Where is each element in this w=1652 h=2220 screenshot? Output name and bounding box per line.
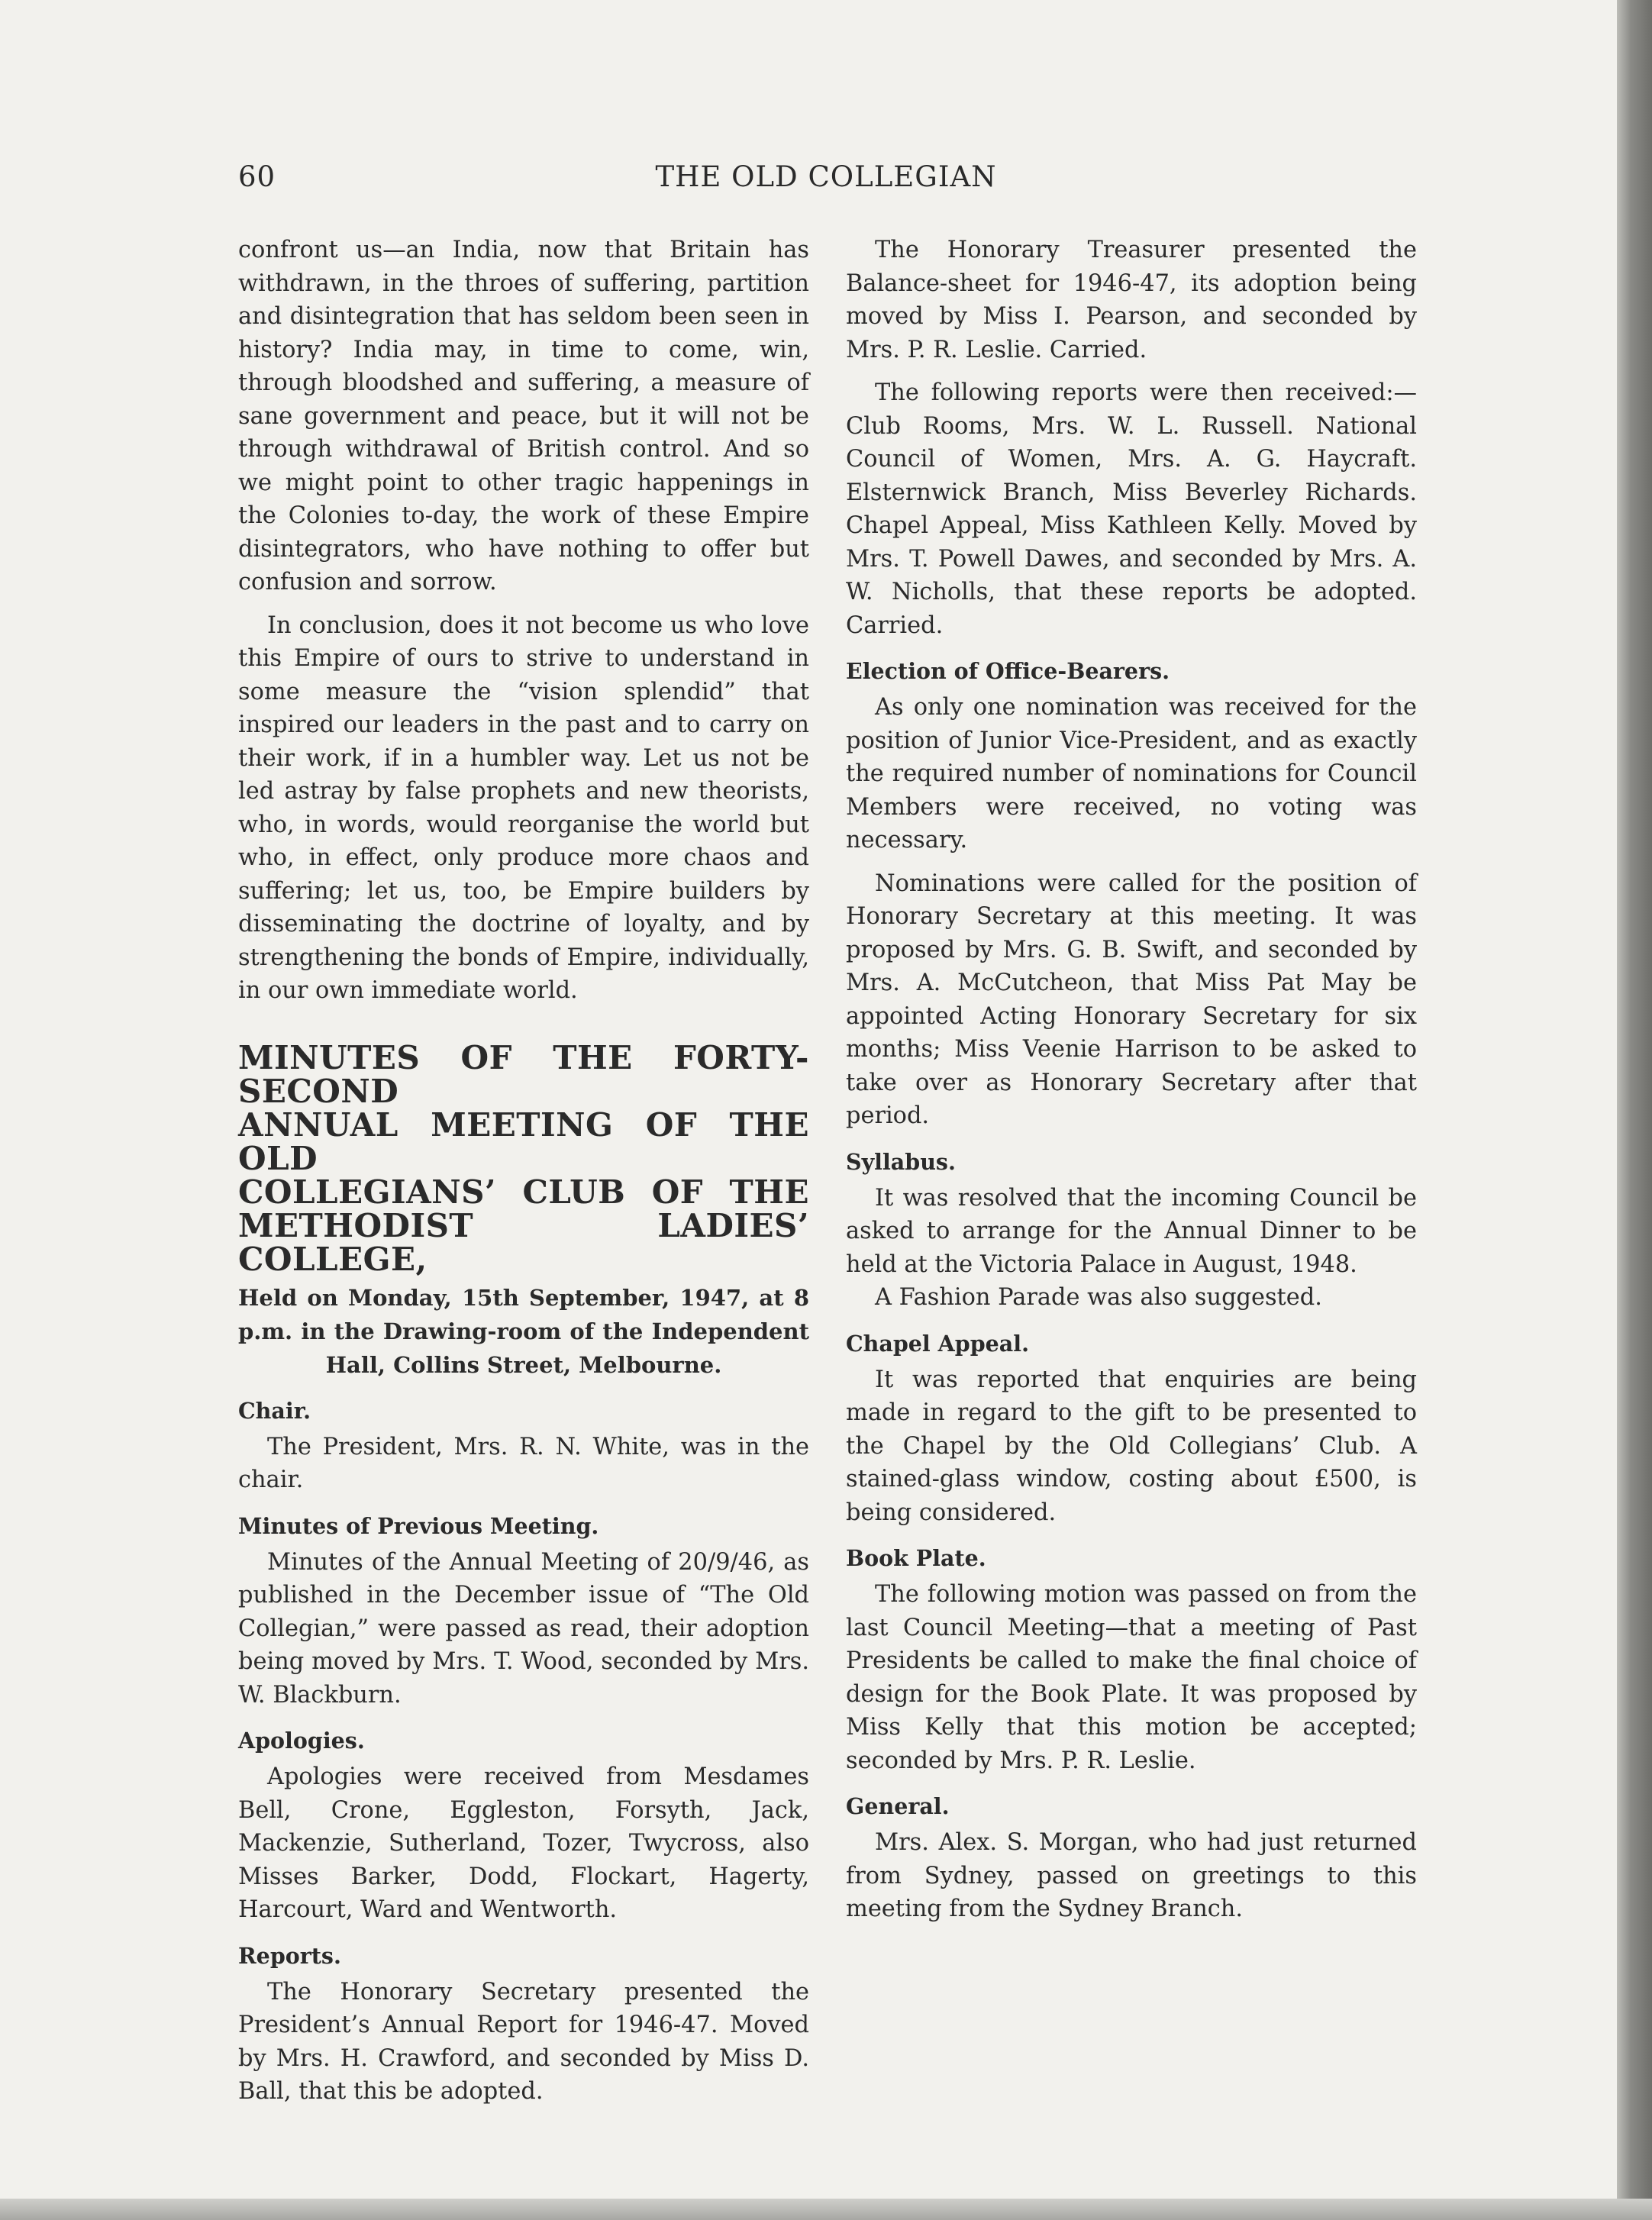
paragraph: It was reported that enquiries are being made in regard to the gift to be presented to the Chapel by the Old Collegians’ Club. A stained-glass window, costing about £500, is being considered.	[846, 1366, 1417, 1526]
section-heading-chair: Chair.	[238, 1397, 311, 1424]
page-number: 60	[238, 160, 276, 193]
section-heading-chapel-appeal: Chapel Appeal.	[846, 1330, 1029, 1357]
minutes-heading-line: MINUTES OF THE FORTY-SECOND	[238, 1038, 809, 1110]
paragraph: In conclusion, does it not become us who love this Empire of ours to strive to understand in some measure the “vision splendid” that inspired our leaders in the past and to carry on their work, if in a humbler way. Let us not be led astray by false prophets and new theorists, who, in words, would reorganise the world but who, in effect, only produce more chaos and suffering; let us, too, be Empire builders by disseminating the doctrine of loyalty, and by strengthening the bonds of Empire, individually, in our own immediate world.	[238, 611, 809, 1004]
left-column	[238, 234, 809, 2118]
meeting-details	[238, 1281, 809, 1382]
paragraph: Apologies were received from Mesdames Bell, Crone, Eggleston, Forsyth, Jack, Mackenzie, Sutherland, Tozer, Twycross, also Misses Barker, Dodd, Flockart, Hagerty, Harcourt, Ward and Wentworth.	[238, 1763, 809, 1923]
paragraph: The President, Mrs. R. N. White, was in the chair.	[238, 1433, 809, 1493]
section-heading-election: Election of Office-Bearers.	[846, 658, 1170, 684]
minutes-heading	[238, 1038, 809, 1278]
running-head	[238, 160, 1414, 206]
section-heading-reports: Reports.	[238, 1942, 341, 1969]
binding-edge	[1617, 0, 1652, 2220]
page-bottom-edge	[0, 2199, 1652, 2220]
minutes-heading-line: ANNUAL MEETING OF THE OLD	[238, 1105, 809, 1177]
paragraph: As only one nomination was received for the position of Junior Vice-President, and as exactly the required number of nominations for Council Members were received, no voting was necessary.	[846, 694, 1417, 853]
section-heading-general: General.	[846, 1793, 950, 1819]
meeting-details-line: Hall, Collins Street, Melbourne.	[325, 1351, 722, 1378]
meeting-details-line: p.m. in the Drawing-room of the Independent	[238, 1318, 809, 1344]
section-heading-syllabus: Syllabus.	[846, 1148, 956, 1175]
journal-title: THE OLD COLLEGIAN	[655, 160, 997, 193]
paragraph: The following motion was passed on from the last Council Meeting—that a meeting of Past Presidents be called to make the final choice of design for the Book Plate. It was proposed by Miss Kelly that this motion be accepted; seconded by Mrs. P. R. Leslie.	[846, 1581, 1417, 1774]
paragraph: It was resolved that the incoming Council be asked to arrange for the Annual Dinner to be held at the Victoria Palace in August, 1948.	[846, 1184, 1417, 1278]
minutes-heading-line: METHODIST LADIES’ COLLEGE,	[238, 1206, 809, 1278]
paragraph: The following reports were then received:— Club Rooms, Mrs. W. L. Russell. National Council of Women, Mrs. A. G. Haycraft. Elsternwick Branch, Miss Beverley Richards. Chapel Appeal, Miss Kathleen Kelly. Moved by Mrs. T. Powell Dawes, and seconded by Mrs. A. W. Nicholls, that these reports be adopted. Carried.	[846, 379, 1417, 639]
paragraph: The Honorary Treasurer presented the Balance-sheet for 1946-47, its adoption being moved by Miss I. Pearson, and seconded by Mrs. P. R. Leslie. Carried.	[846, 237, 1417, 363]
right-column	[846, 234, 1417, 1936]
meeting-details-line: Held on Monday, 15th September, 1947, at 8	[238, 1284, 809, 1311]
section-heading-previous-meeting: Minutes of Previous Meeting.	[238, 1512, 599, 1539]
paragraph: Minutes of the Annual Meeting of 20/9/46, as published in the December issue of “The Old Collegian,” were passed as read, their adoption being moved by Mrs. T. Wood, seconded by Mrs. W. Blackburn.	[238, 1548, 809, 1709]
section-heading-apologies: Apologies.	[238, 1728, 365, 1754]
paragraph: The Honorary Secretary presented the President’s Annual Report for 1946-47. Moved by Mrs. H. Crawford, and seconded by Miss D. Ball, that this be adopted.	[238, 1978, 809, 2105]
paragraph: A Fashion Parade was also suggested.	[875, 1284, 1322, 1311]
paragraph: confront us—an India, now that Britain has withdrawn, in the throes of suffering, partition and disintegration that has seldom been seen in history? India may, in time to come, win, through bloodshed and suffering, a measure of sane government and peace, but it will not be through withdrawal of British control. And so we might point to other tragic happenings in the Colonies to-day, the work of these Empire disintegrators, who have nothing to offer but confusion and sorrow.	[238, 237, 809, 595]
paragraph: Mrs. Alex. S. Morgan, who had just returned from Sydney, passed on greetings to this meeting from the Sydney Branch.	[846, 1829, 1417, 1922]
section-heading-book-plate: Book Plate.	[846, 1545, 986, 1571]
minutes-heading-line: COLLEGIANS’ CLUB OF THE	[238, 1173, 809, 1211]
paragraph: Nominations were called for the position of Honorary Secretary at this meeting. It was proposed by Mrs. G. B. Swift, and seconded by Mrs. A. McCutcheon, that Miss Pat May be appointed Acting Honorary Secretary for six months; Miss Veenie Harrison to be asked to take over as Honorary Secretary after that period.	[846, 870, 1417, 1129]
